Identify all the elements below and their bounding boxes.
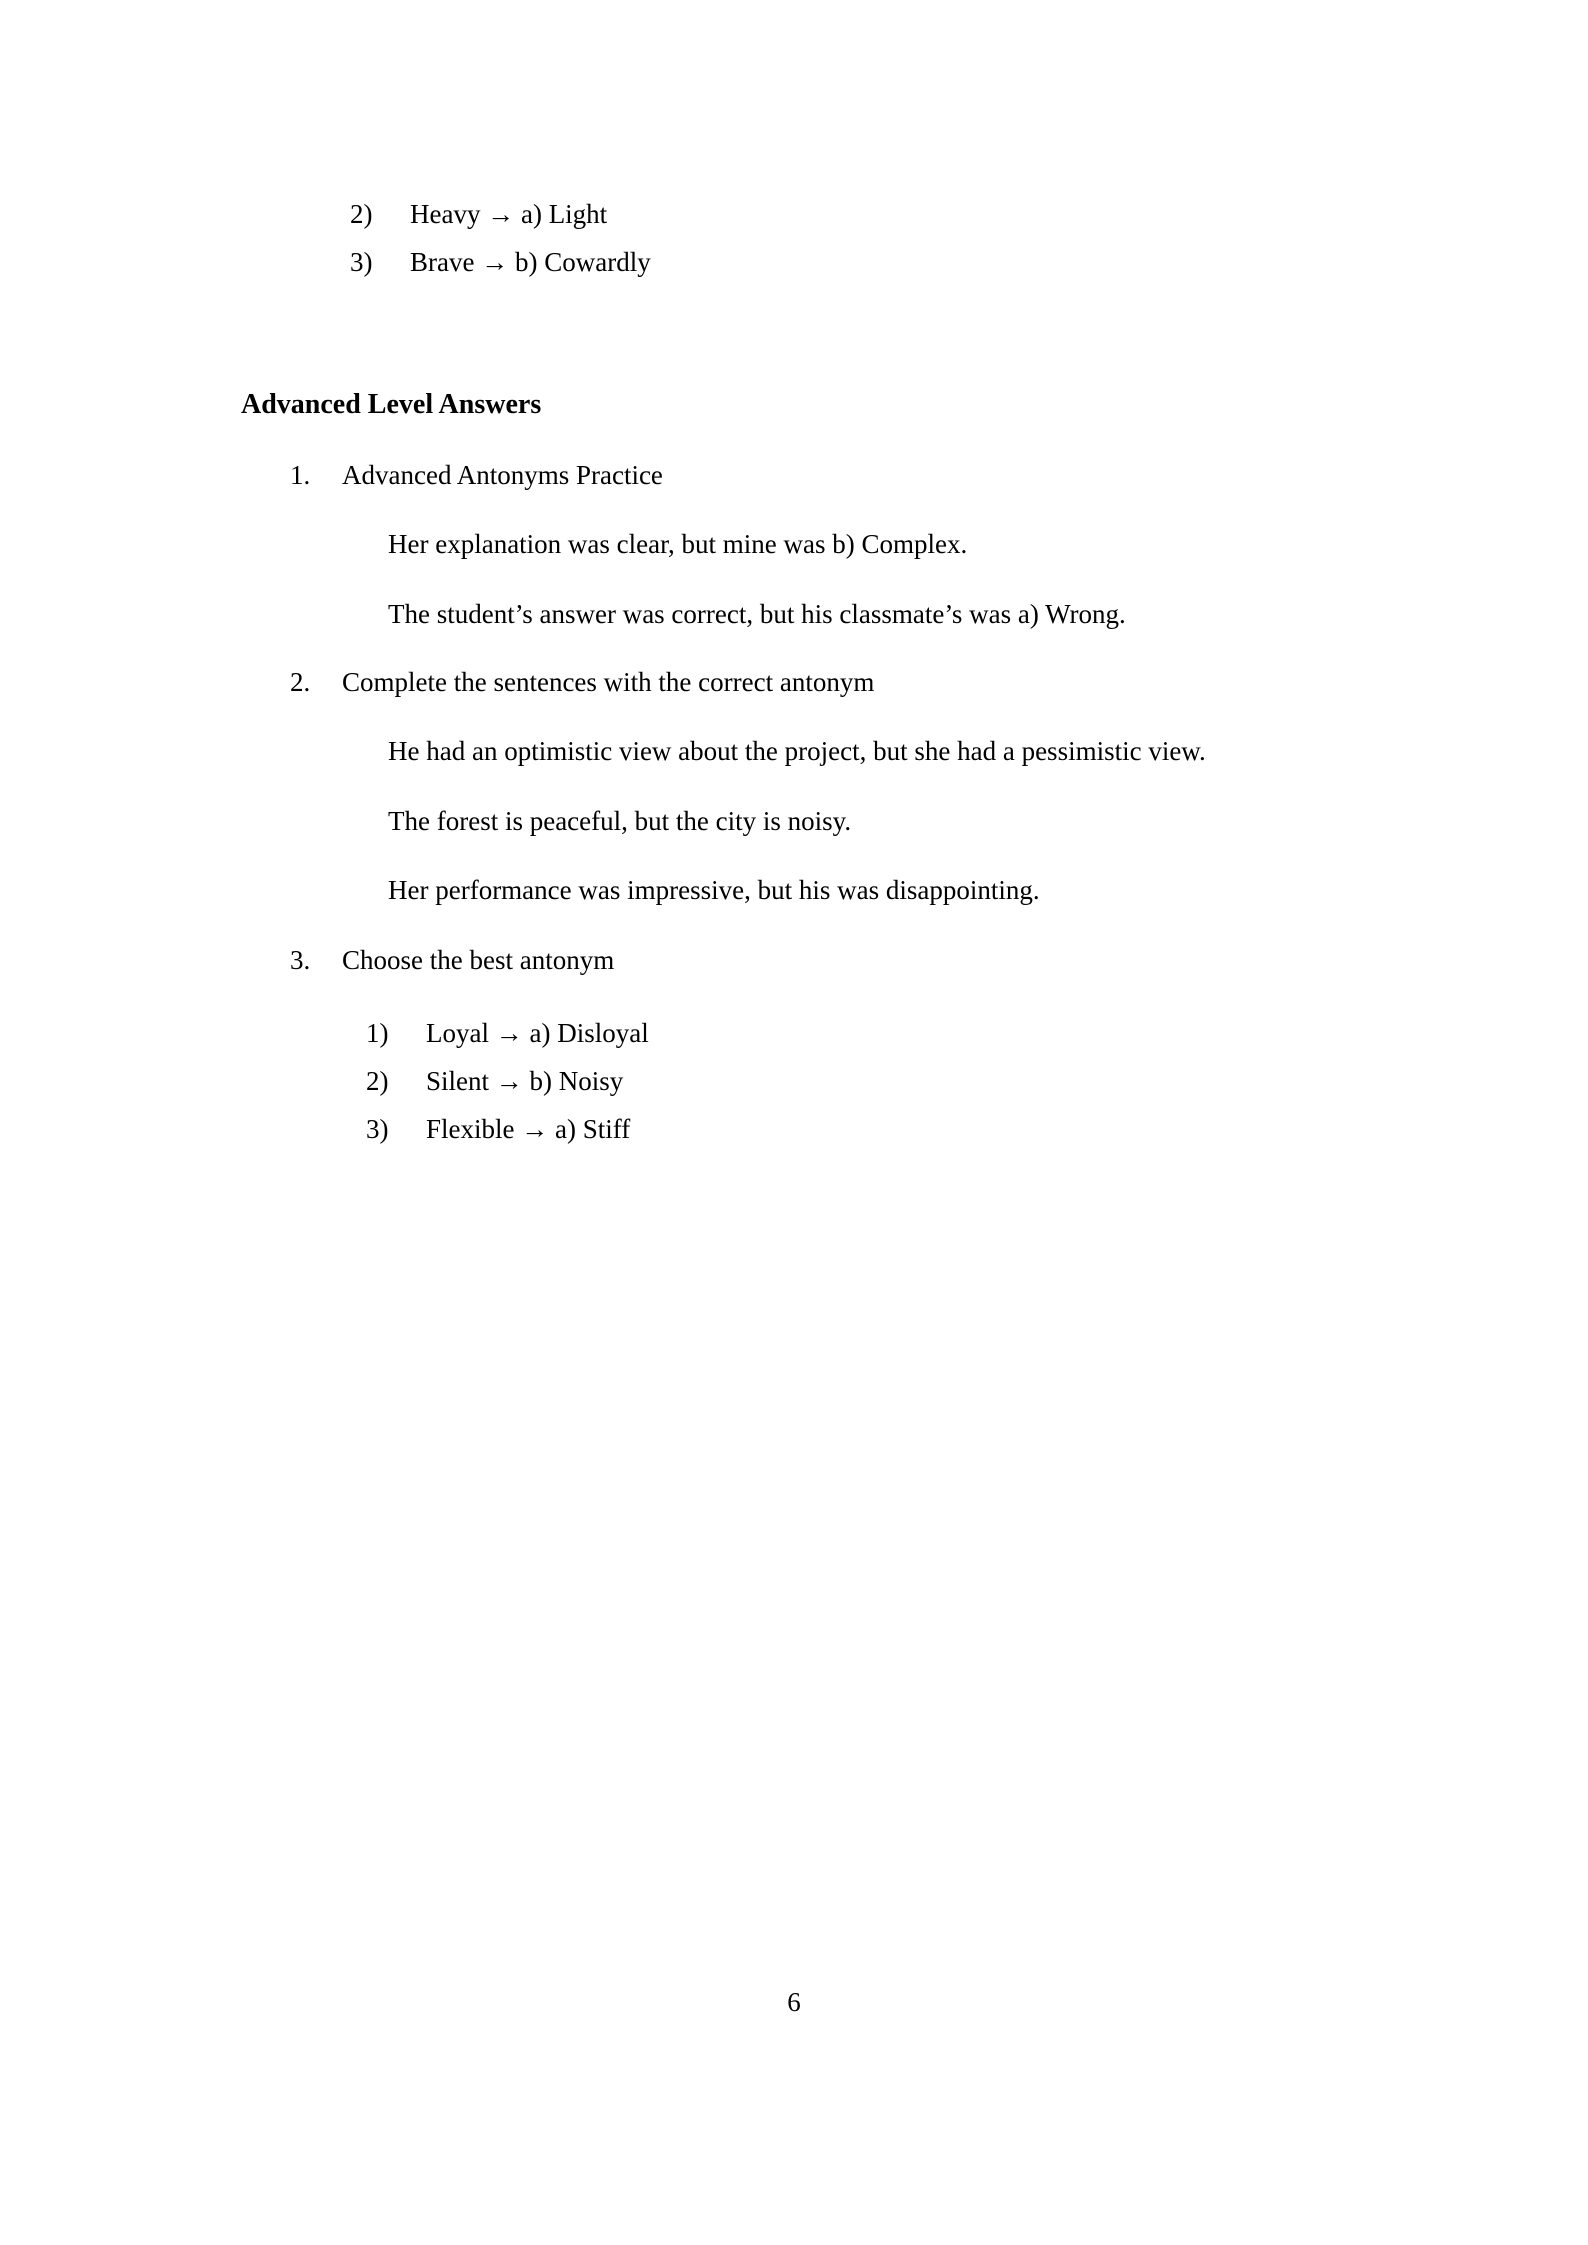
answer-item-title: Complete the sentences with the correct antonym <box>342 667 875 697</box>
list-item-text: Loyal → a) Disloyal <box>426 1018 649 1048</box>
continued-answer-list <box>350 190 651 286</box>
list-item <box>350 238 651 286</box>
answer-item-number: 2. <box>290 667 311 697</box>
list-item <box>366 1057 649 1105</box>
list-item-marker: 1) <box>366 1018 389 1048</box>
section-heading: Advanced Level Answers <box>241 389 542 420</box>
list-item-marker: 2) <box>366 1066 389 1096</box>
answer-sentence: The student’s answer was correct, but his classmate’s was a) Wrong. <box>388 599 1126 629</box>
answer-item-3 <box>290 940 614 980</box>
list-item <box>350 190 651 238</box>
answer-sentence: He had an optimistic view about the project, but she had a pessimistic view. <box>388 736 1206 766</box>
answer-sentence: Her performance was impressive, but his was disappointing. <box>388 875 1040 905</box>
list-item-text: Brave → b) Cowardly <box>410 247 651 277</box>
answer-item-number: 1. <box>290 460 311 490</box>
answer-item-title: Choose the best antonym <box>342 945 615 975</box>
list-item-text: Flexible → a) Stiff <box>426 1114 631 1144</box>
choose-best-antonym-list <box>366 1009 649 1153</box>
list-item-marker: 2) <box>350 199 373 229</box>
list-item-marker: 3) <box>366 1114 389 1144</box>
answer-sentence: The forest is peaceful, but the city is noisy. <box>388 806 852 836</box>
answer-item-number: 3. <box>290 945 311 975</box>
answer-item-1 <box>290 455 663 495</box>
answer-sentence: Her explanation was clear, but mine was b) Complex. <box>388 529 968 559</box>
list-item <box>366 1105 649 1153</box>
list-item-text: Heavy → a) Light <box>410 199 608 229</box>
page-number: 6 <box>787 1987 801 2017</box>
list-item-text: Silent → b) Noisy <box>426 1066 624 1096</box>
list-item-marker: 3) <box>350 247 373 277</box>
list-item <box>366 1009 649 1057</box>
answer-item-title: Advanced Antonyms Practice <box>342 460 663 490</box>
answer-item-2 <box>290 662 874 702</box>
